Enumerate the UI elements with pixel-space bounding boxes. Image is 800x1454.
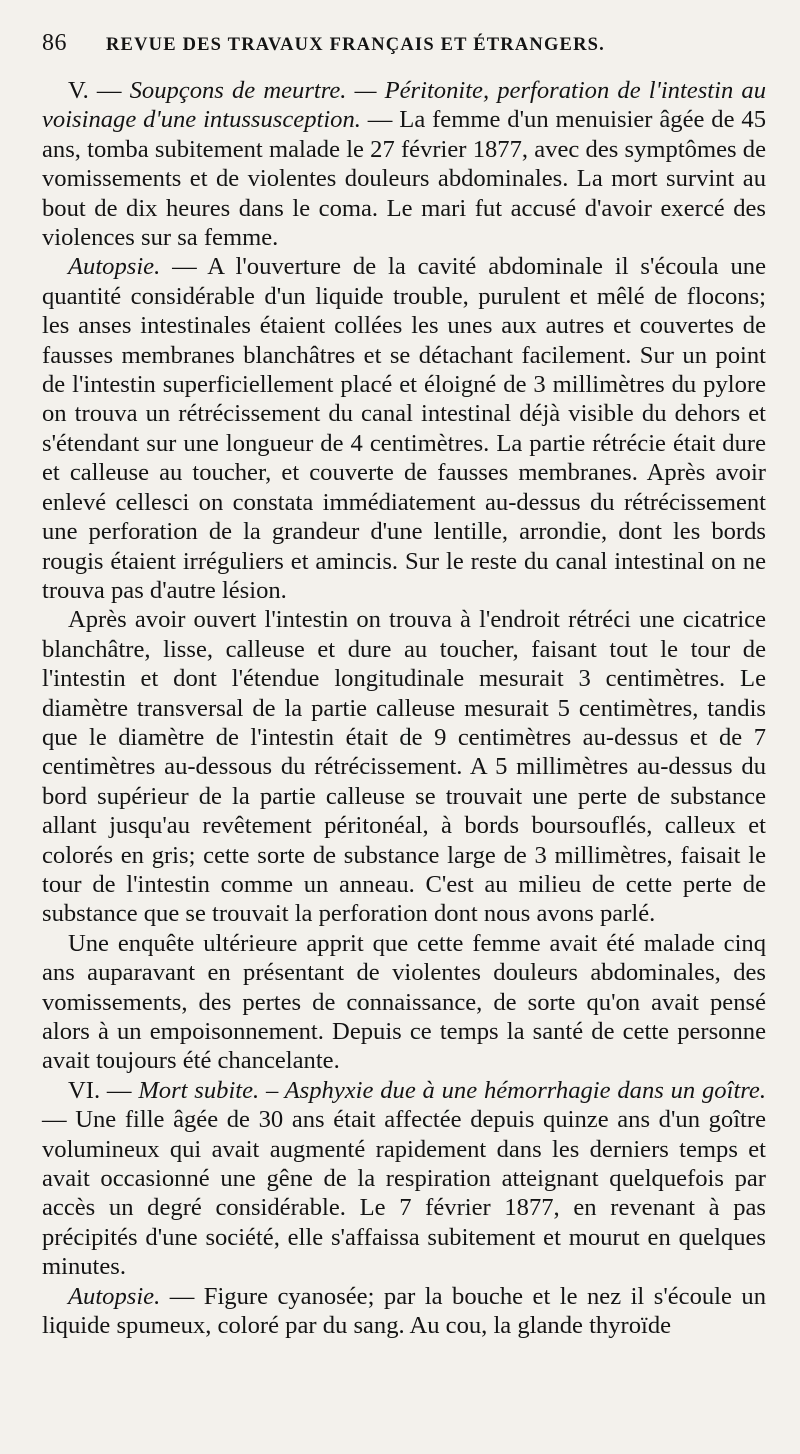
text-run: — A l'ouverture de la cavité abdominale il s'écoula une quantité considérable d'un liquide trouble, purulent et mêlé de flocons; les anses intestinales étaient collées les unes aux autres et couvertes de fausses membranes blanchâtres et se détachant facilement. Sur un point de l'intestin superficiellement placé et éloigné de 3 millimètres du pylore on trouva un rétrécissement du canal intestinal déjà visible du dehors et s'étendant sur une longueur de 4 centimètres. La partie rétrécie était dure et calleuse au toucher, et couverte de fausses membranes. Après avoir enlevé cellesci on constata immédiatement au-dessus du rétrécissement une perforation de la grandeur d'une lentille, arrondie, dont les bords rougis étaient irréguliers et amincis. Sur le reste du canal intestinal on ne trouva pas d'autre lésion.: [42, 253, 766, 604]
page-number: 86: [42, 30, 67, 56]
paragraph-intestine-findings: [42, 605, 766, 928]
body-text: [42, 76, 766, 1340]
autopsy-label: Autopsie.: [68, 1282, 161, 1310]
paragraph-inquiry: [42, 929, 766, 1076]
text-run: VI. —: [68, 1076, 139, 1104]
text-run: V. —: [68, 77, 130, 104]
text-run: Après avoir ouvert l'intestin on trouva à l'endroit rétréci une cicatrice blanchâtre, lisse, calleuse et dure au toucher, faisant tout le tour de l'intestin et dont l'étendue longitudinale mesurait 3 centimètres. Le diamètre transversal de la partie calleuse mesurait 5 centimètres, tandis que le diamètre de l'intestin était de 9 centimètres au-dessus et de 7 centimètres au-dessous du rétrécissement. A 5 millimètres au-dessus du bord supérieur de la partie calleuse se trouvait une perte de substance allant jusqu'au revêtement péritonéal, à bords boursouflés, calleux et colorés en gris; cette sorte de substance large de 3 millimètres, faisait le tour de l'intestin comme un anneau. C'est au milieu de cette perte de substance que se trouvait la perforation dont nous avons parlé.: [42, 606, 766, 928]
paragraph-case-v-intro: [42, 76, 766, 252]
paragraph-case-vi-intro: [42, 1076, 766, 1282]
paragraph-autopsy-vi: [42, 1282, 766, 1341]
text-run: — Figure cyanosée; par la bouche et le nez il s'écoule un liquide spumeux, coloré par du sang. Au cou, la glande thyroïde: [42, 1282, 766, 1340]
text-run: — La femme d'un menuisier âgée de 45 ans, tomba subitement malade le 27 février 1877, avec des symptômes de vomissements et de violentes douleurs abdominales. La mort survint au bout de dix heures dans le coma. Le mari fut accusé d'avoir exercé des violences sur sa femme.: [42, 106, 767, 252]
text-run: — Une fille âgée de 30 ans était affectée depuis quinze ans d'un goître volumineux qui avait augmenté rapidement dans les derniers temps et avait occasionné une gêne de la respiration atteignant quelquefois par accès un degré considérable. Le 7 février 1877, en revenant à pas précipités d'une société, elle s'affaissa subitement et mourut en quelques minutes.: [42, 1106, 766, 1281]
case-title-italic: Mort subite. – Asphyxie due à une hémorrhagie dans un goître.: [138, 1076, 766, 1104]
running-head: [42, 30, 766, 76]
case-title-italic: Soupçons de meurtre. — Péritonite, perforation de l'intestin au voisinage d'une intussusception.: [42, 77, 766, 134]
paragraph-autopsy-v: [42, 252, 766, 605]
running-title: REVUE DES TRAVAUX FRANÇAIS ET ÉTRANGERS.: [106, 35, 605, 55]
autopsy-label: Autopsie.: [68, 253, 161, 281]
text-run: Une enquête ultérieure apprit que cette femme avait été malade cinq ans auparavant en présentant de violentes douleurs abdominales, des vomissements, des pertes de connaissance, de sorte qu'on avait pensé alors à un empoisonnement. Depuis ce temps la santé de cette personne avait toujours été chancelante.: [42, 929, 766, 1075]
